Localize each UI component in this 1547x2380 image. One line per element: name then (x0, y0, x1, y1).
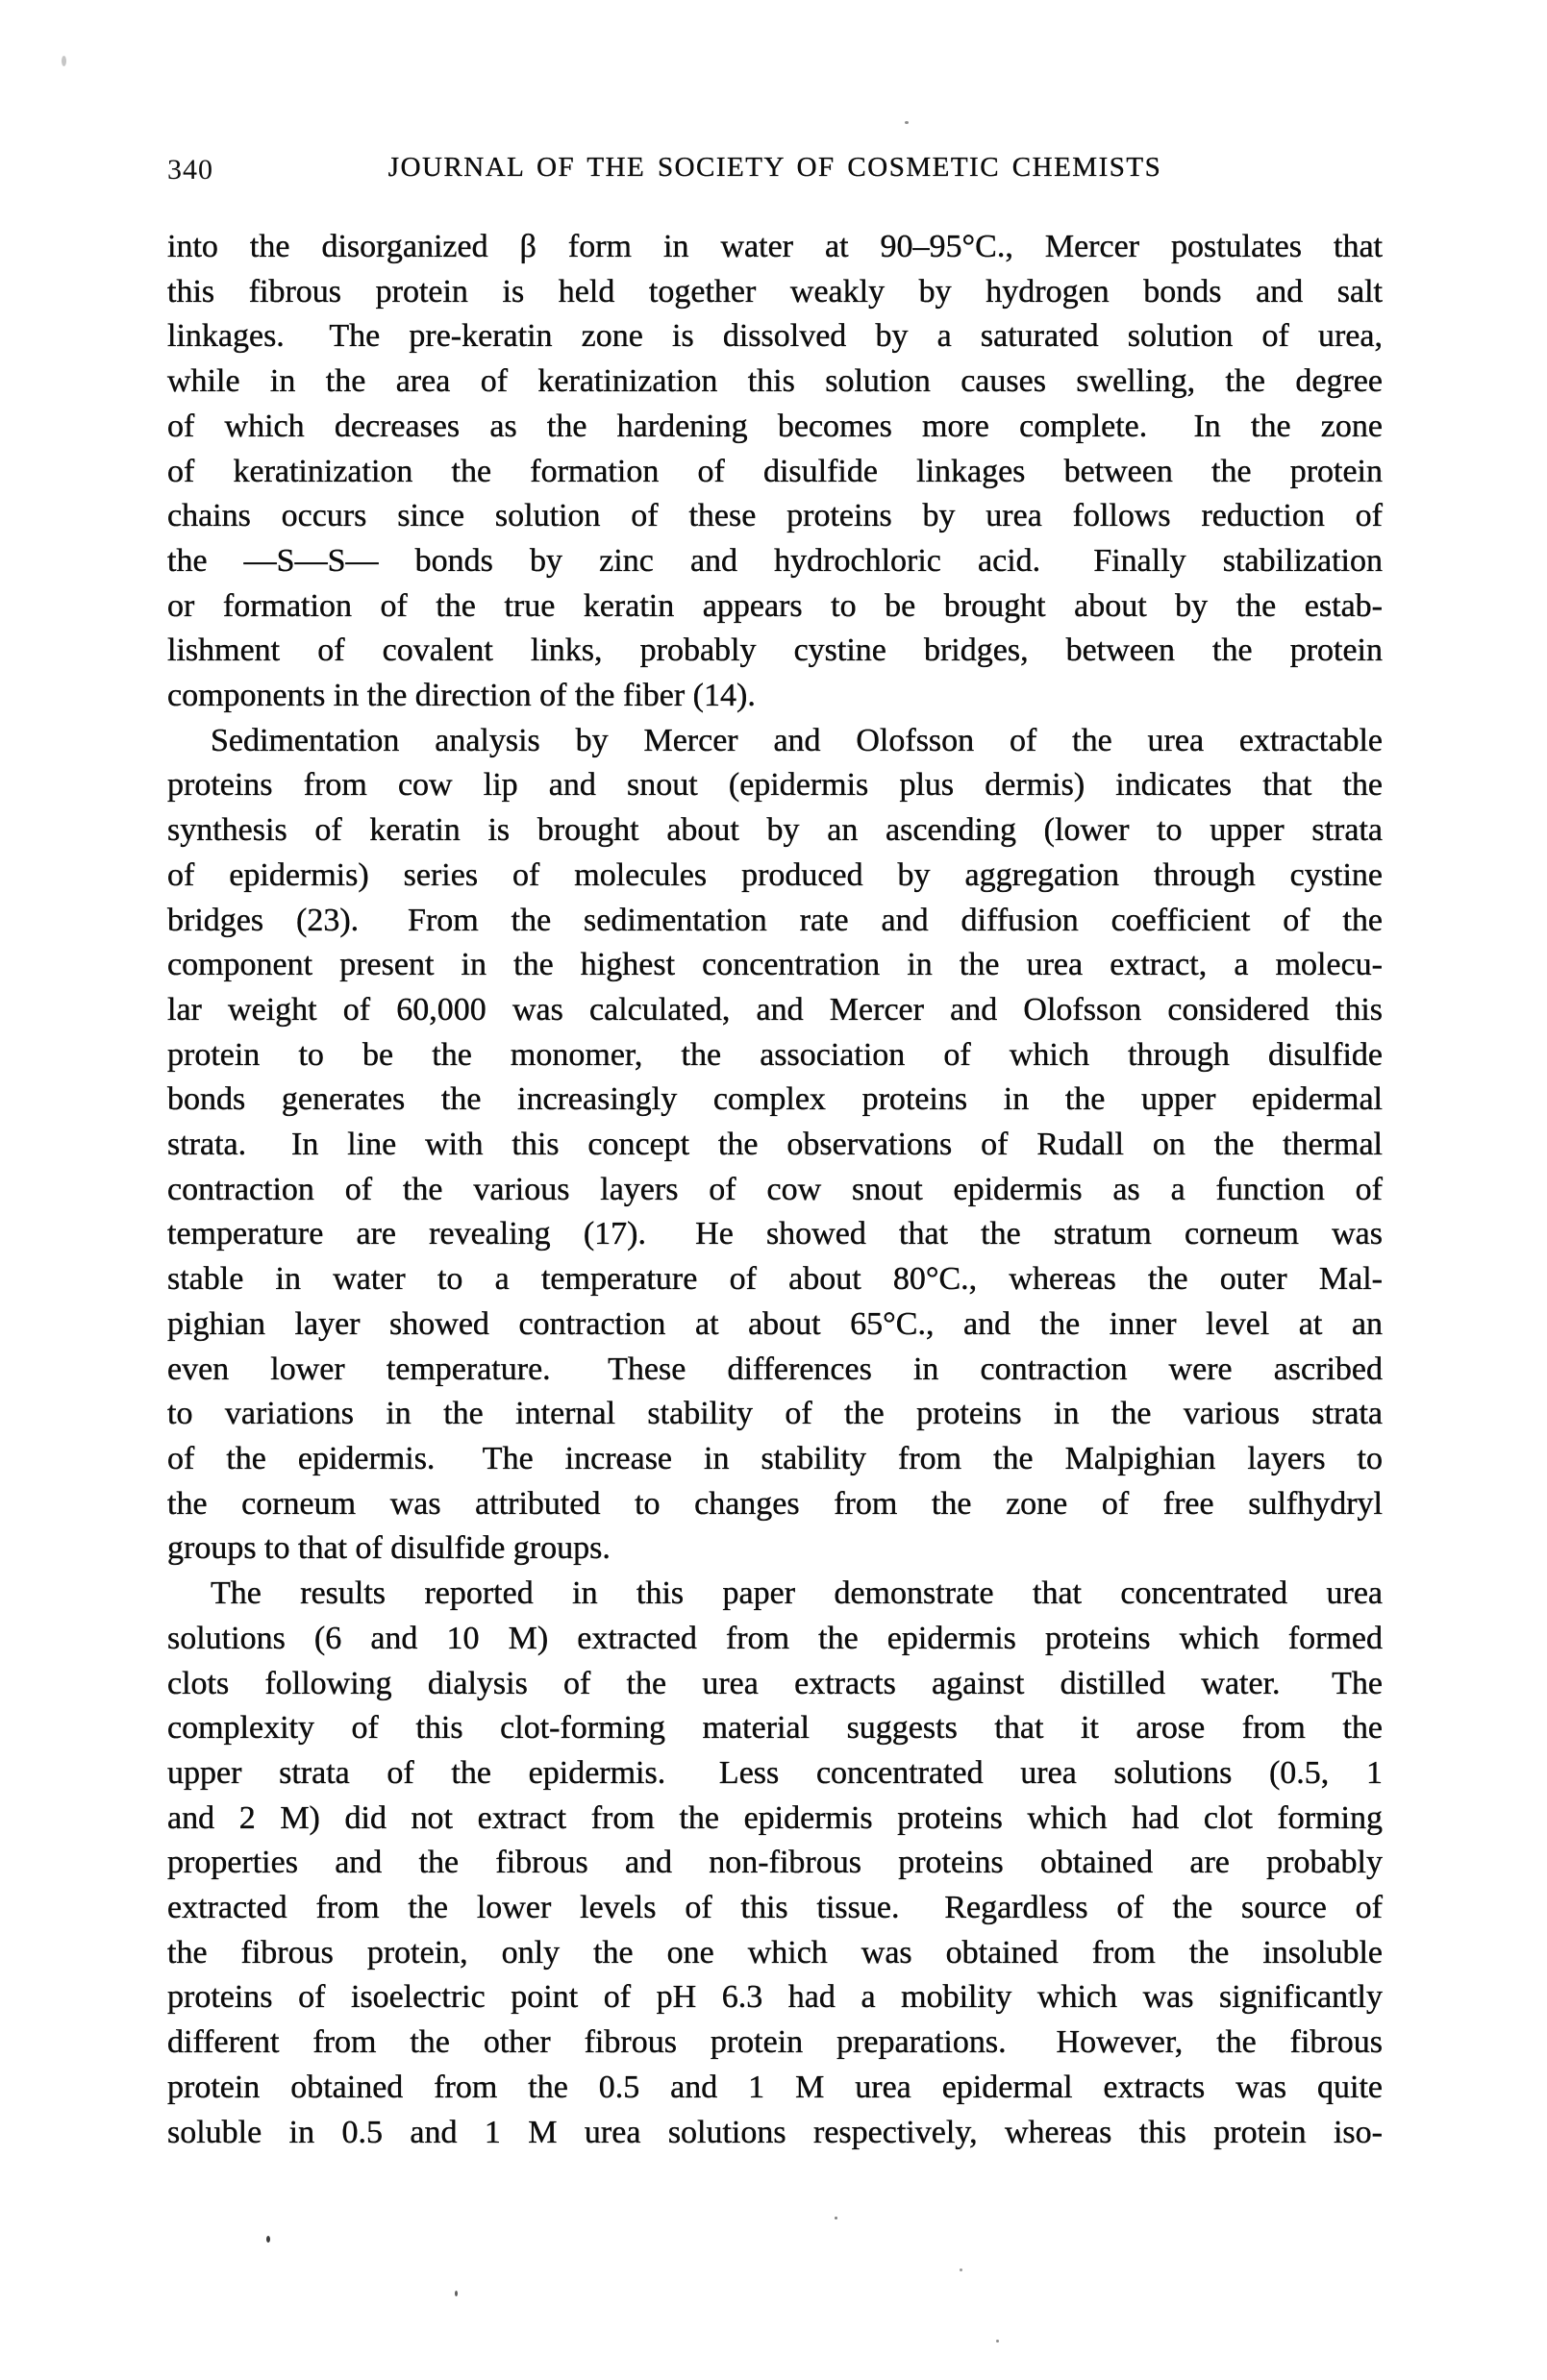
text-line: contraction of the various layers of cow snout epidermis as a function of (167, 1171, 1383, 1207)
text-line: properties and the fibrous and non-fibrous proteins obtained are probably (167, 1845, 1383, 1881)
text-line: components in the direction of the fiber (14). (167, 678, 756, 714)
text-line: synthesis of keratin is brought about by an ascending (lower to upper strata (167, 812, 1383, 849)
text-line: lishment of covalent links, probably cystine bridges, between the protein (167, 632, 1383, 669)
page-body (167, 225, 1383, 2155)
text-line: protein to be the monomer, the association of which through disulfide (167, 1036, 1383, 1073)
page-number: 340 (167, 154, 213, 186)
text-line: soluble in 0.5 and 1 M urea solutions respectively, whereas this protein iso- (167, 2114, 1383, 2150)
text-line: the fibrous protein, only the one which was obtained from the insoluble (167, 1934, 1383, 1971)
text-line: of keratinization the formation of disulfide linkages between the protein (167, 453, 1383, 489)
scan-speck (996, 2340, 999, 2343)
text-line: the corneum was attributed to changes from the zone of free sulfhydryl (167, 1485, 1383, 1522)
text-line: linkages. The pre-keratin zone is dissolved by a saturated solution of urea, (167, 318, 1383, 355)
scan-speck (62, 56, 66, 66)
text-line: extracted from the lower levels of this tissue. Regardless of the source of (167, 1890, 1383, 1926)
text-line: proteins from cow lip and snout (epidermis plus dermis) indicates that the (167, 767, 1383, 804)
text-line: to variations in the internal stability of the proteins in the various strata (167, 1396, 1383, 1432)
text-line: groups to that of disulfide groups. (167, 1530, 611, 1567)
text-line: temperature are revealing (17). He showed that the stratum corneum was (167, 1216, 1383, 1252)
text-line: while in the area of keratinization this solution causes swelling, the degree (167, 363, 1383, 400)
text-line: strata. In line with this concept the observations of Rudall on the thermal (167, 1127, 1383, 1163)
scan-speck (455, 2291, 458, 2296)
text-line: proteins of isoelectric point of pH 6.3 had a mobility which was significantly (167, 1979, 1383, 2016)
scan-speck (835, 2217, 837, 2219)
text-line: component present in the highest concentration in the urea extract, a molecu- (167, 947, 1383, 983)
text-line: of which decreases as the hardening becomes more complete. In the zone (167, 408, 1383, 444)
paragraph (167, 1572, 1383, 2155)
page-header (167, 152, 1383, 190)
text-line: even lower temperature. These differences in contraction were ascribed (167, 1351, 1383, 1387)
paragraph (167, 225, 1383, 719)
text-line: solutions (6 and 10 M) extracted from the epidermis proteins which formed (167, 1620, 1383, 1656)
paragraph (167, 719, 1383, 1572)
text-line: and 2 M) did not extract from the epidermis proteins which had clot forming (167, 1799, 1383, 1836)
text-line: the —S—S— bonds by zinc and hydrochloric acid. Finally stabilization (167, 542, 1383, 579)
text-line: bonds generates the increasingly complex proteins in the upper epidermal (167, 1081, 1383, 1118)
text-line: chains occurs since solution of these proteins by urea follows reduction of (167, 498, 1383, 534)
scan-speck (266, 2236, 270, 2243)
text-line: upper strata of the epidermis. Less concentrated urea solutions (0.5, 1 (167, 1754, 1383, 1791)
text-line: bridges (23). From the sedimentation rate and diffusion coefficient of the (167, 902, 1383, 938)
text-line: stable in water to a temperature of about 80°C., whereas the outer Mal- (167, 1261, 1383, 1298)
text-line: or formation of the true keratin appears to be brought about by the estab- (167, 587, 1383, 624)
text-line: of the epidermis. The increase in stability from the Malpighian layers to (167, 1440, 1383, 1476)
text-line: pighian layer showed contraction at about 65°C., and the inner level at an (167, 1305, 1383, 1342)
text-line: Sedimentation analysis by Mercer and Olofsson of the urea extractable (211, 722, 1383, 758)
scan-speck (905, 121, 909, 124)
text-line: different from the other fibrous protein preparations. However, the fibrous (167, 2024, 1383, 2061)
text-line: this fibrous protein is held together weakly by hydrogen bonds and salt (167, 273, 1383, 310)
text-line: The results reported in this paper demonstrate that concentrated urea (211, 1575, 1383, 1612)
text-line: lar weight of 60,000 was calculated, and Mercer and Olofsson considered this (167, 991, 1383, 1028)
text-line: of epidermis) series of molecules produced by aggregation through cystine (167, 856, 1383, 893)
journal-title: JOURNAL OF THE SOCIETY OF COSMETIC CHEMISTS (387, 152, 1162, 183)
text-line: protein obtained from the 0.5 and 1 M urea epidermal extracts was quite (167, 2069, 1383, 2105)
text-line: clots following dialysis of the urea extracts against distilled water. The (167, 1665, 1383, 1701)
text-line: into the disorganized β form in water at 90–95°C., Mercer postulates that (167, 229, 1383, 264)
scan-speck (960, 2268, 962, 2271)
text-line: complexity of this clot-forming material suggests that it arose from the (167, 1710, 1383, 1747)
